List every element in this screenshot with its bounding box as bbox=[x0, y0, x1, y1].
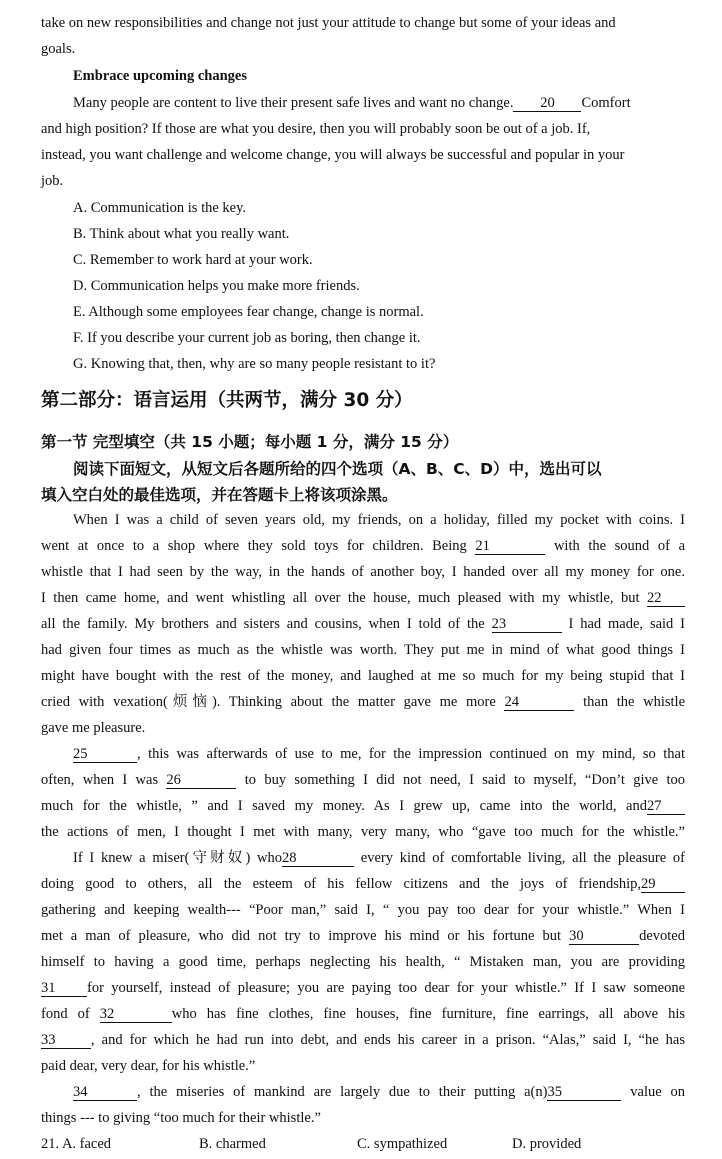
text-line: I then came home, and went whistling all over the house, much pleased with my whistle, but 22 bbox=[41, 589, 685, 607]
section-title: 第一节 完型填空（共 15 小题；每小题 1 分，满分 15 分） bbox=[41, 433, 459, 451]
option-a: A. Communication is the key. bbox=[73, 200, 247, 216]
option-g: G. Knowing that, then, why are so many people resistant to it? bbox=[73, 356, 436, 372]
option-f: F. If you describe your current job as boring, then change it. bbox=[73, 330, 421, 346]
question-21-option-c: C. sympathized bbox=[357, 1136, 448, 1152]
text-line: instead, you want challenge and welcome change, you will always be successful and popular in your bbox=[41, 147, 625, 163]
text-line: Many people are content to live their present safe lives and want no change. 20 Comfort bbox=[73, 95, 631, 111]
text-line: When I was a child of seven years old, my friends, on a holiday, filled my pocket with coins. I bbox=[73, 512, 685, 528]
text-line: met a man of pleasure, who did not try to improve his mind or his fortune but 30 devoted bbox=[41, 928, 685, 944]
answer-blank-20: 20 bbox=[513, 96, 581, 112]
text-line: 33 , and for which he had run into debt, and ends his career in a prison. “Alas,” said I, “he has bbox=[41, 1032, 685, 1048]
text-line: much for the whistle, ” and I saved my money. As I grew up, came into the world, and27 bbox=[41, 797, 685, 815]
answer-blank-28: 28 bbox=[282, 851, 354, 867]
question-21-options bbox=[41, 1135, 685, 1153]
text-line: went at once to a shop where they sold toys for children. Being 21 with the sound of a bbox=[41, 538, 686, 554]
answer-blank-30: 30 bbox=[569, 929, 639, 945]
text-line: all the family. My brothers and sisters and cousins, when I told of the 23 I had made, said I bbox=[41, 616, 686, 632]
option-b: B. Think about what you really want. bbox=[73, 226, 290, 242]
option-d: D. Communication helps you make more friends. bbox=[73, 278, 360, 294]
text-line: 25 , this was afterwards of use to me, for the impression continued on my mind, so that bbox=[73, 746, 685, 762]
answer-blank-33: 33 bbox=[41, 1033, 91, 1049]
part-title: 第二部分：语言运用（共两节，满分 30 分） bbox=[41, 390, 413, 411]
answer-blank-24: 24 bbox=[504, 695, 574, 711]
text-line: gathering and keeping wealth--- “Poor man,” said I, “ you pay too dear for your whistle.” When I bbox=[41, 902, 685, 918]
option-c: C. Remember to work hard at your work. bbox=[73, 252, 313, 268]
answer-blank-26: 26 bbox=[166, 773, 236, 789]
answer-blank-22: 22 bbox=[647, 591, 685, 607]
text-line: gave me pleasure. bbox=[41, 720, 146, 736]
text-line: cried with vexation(烦恼). Thinking about the matter gave me more 24 than the whistle bbox=[41, 694, 686, 710]
text-line: often, when I was 26 to buy something I did not need, I said to myself, “Don’t give too bbox=[41, 772, 686, 788]
question-21-option-a: 21. A. faced bbox=[41, 1136, 112, 1152]
answer-blank-29: 29 bbox=[641, 877, 685, 893]
text-line: job. bbox=[41, 173, 64, 189]
answer-blank-31: 31 bbox=[41, 981, 87, 997]
answer-blank-32: 32 bbox=[100, 1007, 172, 1023]
instructions-line: 填入空白处的最佳选项，并在答题卡上将该项涂黑。 bbox=[41, 486, 398, 504]
text-line: 34 , the miseries of mankind are largely due to their putting a(n)35 value on bbox=[73, 1084, 685, 1100]
text-line: If I knew a miser(守财奴) who28 every kind of comfortable living, all the pleasure of bbox=[73, 850, 685, 866]
instructions-line: 阅读下面短文，从短文后各题所给的四个选项（A、B、C、D）中，选出可以 bbox=[73, 460, 602, 478]
text-line: paid dear, very dear, for his whistle.” bbox=[41, 1058, 256, 1074]
text-line: fond of 32 who has fine clothes, fine houses, fine furniture, fine earrings, all above his bbox=[41, 1006, 685, 1022]
option-e: E. Although some employees fear change, change is normal. bbox=[73, 304, 424, 320]
text-line: and high position? If those are what you desire, then you will probably soon be out of a job. If, bbox=[41, 121, 591, 137]
text-line: might have bought with the rest of the money, and laughed at me so much for my being stupid that I bbox=[41, 668, 685, 684]
text-line: goals. bbox=[41, 41, 76, 57]
section-heading: Embrace upcoming changes bbox=[73, 68, 247, 84]
answer-blank-34: 34 bbox=[73, 1085, 137, 1101]
text-line: doing good to others, all the esteem of his fellow citizens and the joys of friendship,29 bbox=[41, 875, 685, 893]
answer-blank-27: 27 bbox=[647, 799, 685, 815]
text-line: the actions of men, I thought I met with many, very many, who “gave too much for the whistle.” bbox=[41, 824, 685, 840]
question-21-option-d: D. provided bbox=[512, 1136, 582, 1152]
text-line: things --- to giving “too much for their whistle.” bbox=[41, 1110, 321, 1126]
answer-blank-35: 35 bbox=[547, 1085, 621, 1101]
answer-blank-23: 23 bbox=[492, 617, 562, 633]
text-line: had given four times as much as the whistle was worth. They put me in mind of what good things I bbox=[41, 642, 685, 658]
question-21-option-b: B. charmed bbox=[199, 1136, 266, 1152]
text-line: himself to having a good time, perhaps neglecting his health, “ Mistaken man, you are providing bbox=[41, 954, 685, 970]
answer-blank-21: 21 bbox=[475, 539, 545, 555]
text-line: take on new responsibilities and change not just your attitude to change but some of your ideas and bbox=[41, 15, 616, 31]
text-line: 31 for yourself, instead of pleasure; you are paying too dear for your whistle.” If I saw someone bbox=[41, 980, 685, 996]
answer-blank-25: 25 bbox=[73, 747, 137, 763]
text-line: whistle that I had seen by the way, in the hands of another boy, I handed over all my money for one. bbox=[41, 564, 685, 580]
